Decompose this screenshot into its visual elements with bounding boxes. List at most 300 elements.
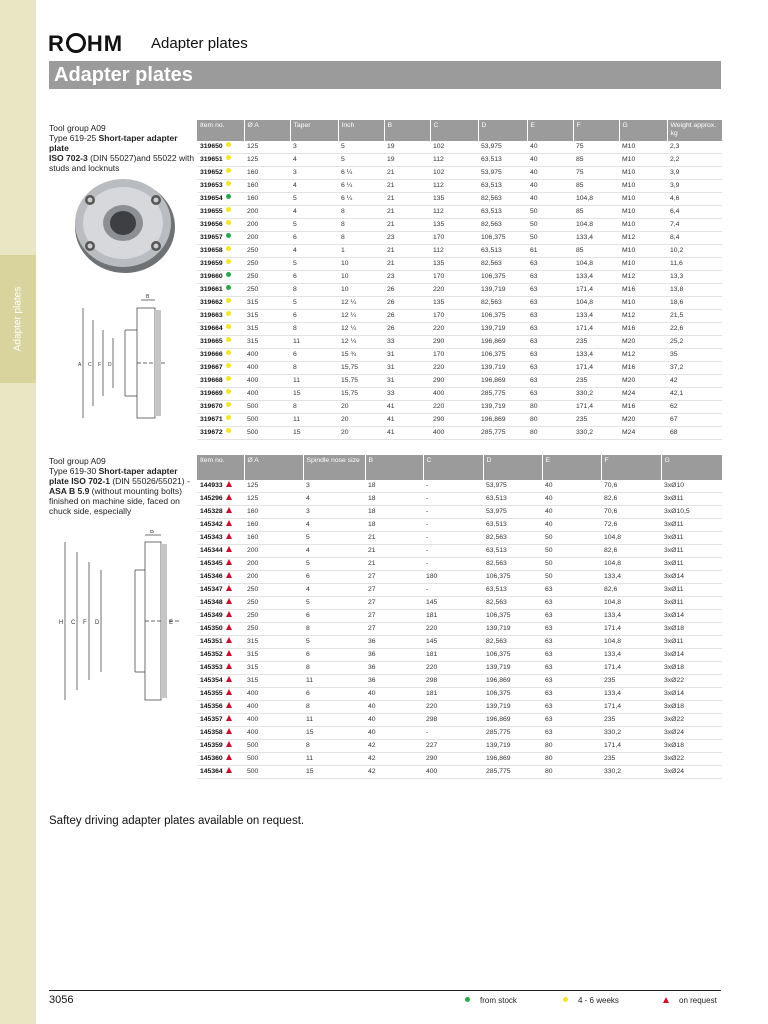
table-cell: 63 [542,701,601,714]
svg-text:B: B [146,294,150,300]
table-row [197,558,722,571]
table-cell: 82,563 [483,558,542,571]
svg-text:F: F [98,362,102,368]
item-number: 319667 [197,362,244,375]
table-cell: 104,8 [573,258,619,271]
table-cell: 40 [365,688,423,701]
table-cell: 6 [303,649,365,662]
item-number: 145328 [197,506,244,519]
legend-request: on request [663,996,717,1005]
table-cell: 3xØ10 [661,480,722,493]
table-row [197,675,722,688]
weeks-dot-icon [226,363,231,368]
table-row [197,584,722,597]
table-cell: 27 [365,610,423,623]
section1-technical-drawing [75,290,195,430]
request-triangle-icon [226,728,232,734]
table-cell: M12 [619,232,667,245]
table-cell: 63 [527,388,573,401]
table-cell: 15,75 [338,388,384,401]
table-cell: 3xØ14 [661,610,722,623]
table-cell: 5 [290,193,338,206]
item-number: 145296 [197,493,244,506]
table-cell: 285,775 [483,766,542,779]
table-cell: 400 [244,362,290,375]
table-cell: 63,513 [483,545,542,558]
table-cell: 330,2 [601,727,661,740]
table-cell: 5 [303,558,365,571]
table-cell: 400 [244,688,303,701]
table-row [197,414,722,427]
table-cell: 27 [365,597,423,610]
table-cell: 196,869 [483,714,542,727]
item-number: 145345 [197,558,244,571]
table-cell: 27 [365,571,423,584]
table-cell: 40 [542,493,601,506]
weeks-dot-icon [226,259,231,264]
table-cell: 3xØ11 [661,493,722,506]
table-cell: 40 [527,193,573,206]
table-cell: 75 [573,141,619,154]
table-cell: - [423,727,483,740]
table-cell: 125 [244,154,290,167]
table-cell: 85 [573,180,619,193]
table-cell: 82,563 [483,532,542,545]
svg-text:C: C [71,620,76,626]
weeks-dot-icon [226,311,231,316]
table-row [197,623,722,636]
request-triangle-icon [226,702,232,708]
stock-dot-icon [226,285,231,290]
table-cell: - [423,545,483,558]
table-cell: 400 [244,727,303,740]
table-cell: M10 [619,154,667,167]
table-cell: 285,775 [483,727,542,740]
table-cell: 170 [430,232,478,245]
svg-text:H: H [59,620,64,626]
table-cell: 11 [290,375,338,388]
table-cell: 53,975 [483,480,542,493]
weeks-dot-icon [226,168,231,173]
table-cell: 3xØ18 [661,623,722,636]
availability-note: Saftey driving adapter plates available on request. [49,815,305,827]
item-number: 319665 [197,336,244,349]
table-cell: M10 [619,206,667,219]
table-cell: 67 [667,414,722,427]
table-cell: 8 [303,662,365,675]
table-cell: 82,563 [483,636,542,649]
table-cell: 139,719 [483,701,542,714]
table-cell: 2,2 [667,154,722,167]
table-cell: 160 [244,532,303,545]
item-number: 145344 [197,545,244,558]
table-cell: 4,6 [667,193,722,206]
table-cell: 63 [542,662,601,675]
table-cell: 26 [384,310,430,323]
table-cell: 15,75 [338,375,384,388]
table-cell: 160 [244,193,290,206]
table-cell: 63 [542,636,601,649]
table-cell: 3xØ14 [661,688,722,701]
table-cell: 68 [667,427,722,440]
table-cell: 250 [244,623,303,636]
table-cell: 133,4 [601,610,661,623]
table-cell: 6 [290,271,338,284]
item-number: 319652 [197,167,244,180]
table-row [197,727,722,740]
table-cell: 63 [542,584,601,597]
table-row [197,610,722,623]
table-cell: 135 [430,297,478,310]
table-cell: 85 [573,206,619,219]
table-cell: M10 [619,297,667,310]
table-cell: 11 [303,714,365,727]
item-number: 319656 [197,219,244,232]
table-cell: 20 [338,427,384,440]
table-cell: 139,719 [478,284,527,297]
table-cell: 82,6 [601,493,661,506]
table-cell: 5 [290,258,338,271]
table-cell: 3 [303,506,365,519]
table-cell: 125 [244,480,303,493]
table-cell: 18 [365,506,423,519]
table-cell: 104,8 [573,219,619,232]
table-cell: 135 [430,219,478,232]
table-cell: 6 ¼ [338,167,384,180]
column-header: F [601,455,661,480]
table-cell: 400 [244,701,303,714]
table-cell: M12 [619,310,667,323]
table-row [197,271,722,284]
table-cell: 63 [542,610,601,623]
table-cell: 104,8 [601,636,661,649]
table-cell: 62 [667,401,722,414]
table-cell: 133,4 [573,232,619,245]
table-cell: 3,9 [667,180,722,193]
item-number: 319669 [197,388,244,401]
table-cell: 63 [527,336,573,349]
table-cell: 25,2 [667,336,722,349]
table-cell: 112 [430,180,478,193]
table-cell: 139,719 [483,740,542,753]
table-cell: 290 [430,375,478,388]
table-cell: 196,869 [478,414,527,427]
table-cell: 133,4 [601,688,661,701]
item-number: 319660 [197,271,244,284]
item-number: 145355 [197,688,244,701]
stock-dot-icon [226,272,231,277]
item-number: 319651 [197,154,244,167]
section2-description: Tool group A09 Type 619-30 Short-taper adapter plate ISO 702-1 (DIN 55026/55021) - ASA B 5.9 (without mounting bolts) finished on machine side, faced on chuck side, especially [49,456,190,516]
table-cell: 63 [527,375,573,388]
table-cell: 8 [338,232,384,245]
table-cell: 235 [601,675,661,688]
weeks-dot-icon [226,207,231,212]
table-cell: 8 [303,623,365,636]
table-cell: 63 [527,349,573,362]
table-cell: 12 ¼ [338,310,384,323]
table-row [197,532,722,545]
table-cell: 40 [542,519,601,532]
table-cell: 53,975 [478,167,527,180]
table-cell: 5 [338,154,384,167]
table-cell: 31 [384,349,430,362]
table-cell: 102 [430,167,478,180]
column-header: G [619,120,667,141]
table-cell: 63 [527,310,573,323]
table-cell: - [423,532,483,545]
table-cell: 41 [384,427,430,440]
table-cell: 5 [338,141,384,154]
table-cell: 50 [542,532,601,545]
table-cell: 220 [430,284,478,297]
table-cell: 63 [527,284,573,297]
table-cell: 4 [290,206,338,219]
table-cell: 200 [244,545,303,558]
table-cell: M10 [619,258,667,271]
weeks-dot-icon [226,376,231,381]
weeks-dot-icon [226,155,231,160]
table-cell: M16 [619,362,667,375]
stock-dot-icon [226,194,231,199]
column-header: E [542,455,601,480]
table-cell: 82,6 [601,545,661,558]
table-cell: 171,4 [601,740,661,753]
table-cell: 20 [338,401,384,414]
table-cell: 50 [542,558,601,571]
request-triangle-icon [226,533,232,539]
table-cell: 12 ¼ [338,323,384,336]
table-cell: 171,4 [573,401,619,414]
table-cell: 82,563 [483,597,542,610]
table-row [197,506,722,519]
table-cell: 170 [430,271,478,284]
table-row [197,206,722,219]
item-number: 319653 [197,180,244,193]
table-cell: 170 [430,349,478,362]
side-strip [0,0,36,1024]
table-row [197,232,722,245]
table-cell: 19 [384,141,430,154]
weeks-dot-icon [226,181,231,186]
request-triangle-icon [226,494,232,500]
table-row [197,766,722,779]
table-cell: 8 [290,401,338,414]
table-cell: 6 [303,688,365,701]
brand-logo: R HM [48,31,124,56]
table-cell: 315 [244,297,290,310]
table-cell: 21 [365,532,423,545]
item-number: 319655 [197,206,244,219]
table-cell: 41 [384,401,430,414]
table-cell: 133,4 [573,271,619,284]
table-cell: 63 [527,271,573,284]
item-number: 144933 [197,480,244,493]
table-row [197,688,722,701]
item-number: 319661 [197,284,244,297]
table-cell: M20 [619,414,667,427]
table-cell: 3xØ14 [661,571,722,584]
column-header: D [478,120,527,141]
column-header: Taper [290,120,338,141]
table-cell: 220 [423,623,483,636]
table-cell: 3xØ11 [661,532,722,545]
weeks-dot-icon [226,428,231,433]
request-triangle-icon [226,689,232,695]
table-cell: 42 [365,740,423,753]
request-triangle-icon [226,715,232,721]
table-cell: 8 [290,323,338,336]
item-number: 319668 [197,375,244,388]
table-cell: 15 [303,766,365,779]
table-row [197,401,722,414]
table-cell: 330,2 [573,388,619,401]
item-number: 319672 [197,427,244,440]
weeks-dot-icon [226,220,231,225]
table-cell: 63 [542,727,601,740]
table-cell: 400 [244,714,303,727]
column-header: B [365,455,423,480]
request-triangle-icon [226,598,232,604]
table-cell: 40 [365,727,423,740]
table-cell: 3xØ10,5 [661,506,722,519]
table-cell: 40 [527,167,573,180]
table-row [197,245,722,258]
table-cell: 40 [365,714,423,727]
table-cell: 63,513 [478,154,527,167]
table-cell: 170 [430,310,478,323]
table-cell: 400 [430,427,478,440]
table-cell: 400 [423,766,483,779]
table-cell: 70,6 [601,506,661,519]
table-cell: 21 [384,180,430,193]
table-cell: 3xØ22 [661,675,722,688]
weeks-dot-icon [226,389,231,394]
table-cell: 500 [244,766,303,779]
request-triangle-icon [226,559,232,565]
table-cell: M10 [619,180,667,193]
table-cell: 145 [423,597,483,610]
weeks-dot-icon [226,246,231,251]
table-cell: 18 [365,519,423,532]
table-cell: 250 [244,284,290,297]
table-cell: 104,8 [601,597,661,610]
table-cell: M12 [619,349,667,362]
table-cell: 5 [290,219,338,232]
table-cell: 315 [244,636,303,649]
svg-text:F: F [83,620,87,626]
table-cell: 220 [430,362,478,375]
item-number: 319664 [197,323,244,336]
table-row [197,427,722,440]
table-cell: 298 [423,714,483,727]
table-cell: 235 [573,414,619,427]
request-triangle-icon [226,611,232,617]
column-header: G [661,455,722,480]
table-cell: 36 [365,662,423,675]
table-cell: 23 [384,232,430,245]
table-row [197,714,722,727]
weeks-dot-icon [226,142,231,147]
item-number: 319671 [197,414,244,427]
table-cell: 112 [430,154,478,167]
table-cell: 75 [573,167,619,180]
table-cell: - [423,584,483,597]
table-cell: 3xØ11 [661,545,722,558]
table-cell: 171,4 [601,623,661,636]
table-cell: 53,975 [483,506,542,519]
item-number: 319650 [197,141,244,154]
table-cell: 41 [384,414,430,427]
item-number: 319659 [197,258,244,271]
table-cell: 181 [423,610,483,623]
table-cell: 5 [290,297,338,310]
table-cell: M12 [619,271,667,284]
table-cell: 26 [384,297,430,310]
table-cell: 63 [542,649,601,662]
item-number: 145350 [197,623,244,636]
table-cell: 3xØ18 [661,701,722,714]
table-cell: 5 [303,597,365,610]
table-row [197,597,722,610]
table-cell: 250 [244,584,303,597]
table-cell: 133,4 [601,649,661,662]
table-cell: M10 [619,167,667,180]
table-cell: 133,4 [601,571,661,584]
svg-text:C: C [88,362,92,368]
sidebar-label: Adapter plates [12,286,24,352]
table-cell: 3 [290,167,338,180]
table-cell: 63 [542,623,601,636]
table-cell: M10 [619,141,667,154]
table-cell: 23 [384,271,430,284]
table-row [197,258,722,271]
table-cell: 36 [365,649,423,662]
table-cell: 235 [601,753,661,766]
table-cell: 63,513 [478,180,527,193]
table-row [197,388,722,401]
item-number: 145349 [197,610,244,623]
table-row [197,141,722,154]
table-cell: 220 [423,662,483,675]
table-cell: 227 [423,740,483,753]
table-cell: 315 [244,323,290,336]
column-header: B [384,120,430,141]
request-triangle-icon [226,650,232,656]
table-cell: 15,75 [338,362,384,375]
sidebar-tab[interactable] [0,255,36,383]
table-row [197,167,722,180]
table-cell: - [423,558,483,571]
section1-table [197,120,722,440]
table-cell: 63,513 [483,519,542,532]
table-cell: 6 ¼ [338,193,384,206]
table-cell: 330,2 [573,427,619,440]
item-number: 145347 [197,584,244,597]
table-cell: 135 [430,193,478,206]
table-cell: 3xØ24 [661,727,722,740]
table-cell: 160 [244,180,290,193]
table-cell: 5 [303,532,365,545]
table-cell: 61 [527,245,573,258]
table-cell: 40 [365,701,423,714]
table-cell: 133,4 [573,310,619,323]
table-cell: M16 [619,284,667,297]
request-triangle-icon [226,572,232,578]
table-cell: 285,775 [478,388,527,401]
table-cell: 80 [542,753,601,766]
table-cell: 160 [244,167,290,180]
